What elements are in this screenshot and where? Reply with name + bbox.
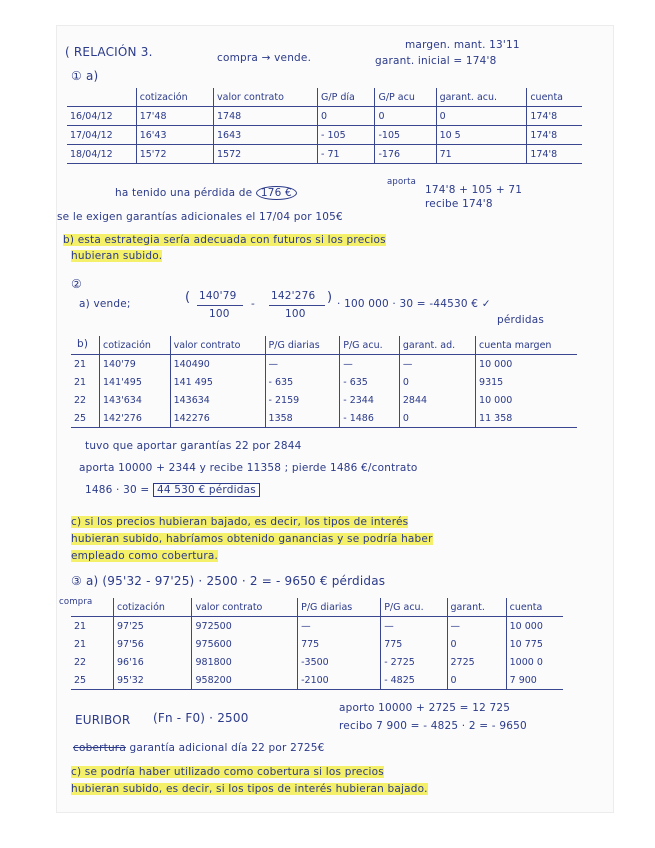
table-cell: 2725 <box>447 653 506 671</box>
table-cell: -2100 <box>298 671 381 690</box>
table-cell: - 635 <box>265 373 340 391</box>
table-cell: 174'8 <box>527 145 582 164</box>
table-cell: - 1486 <box>340 409 400 428</box>
frac2-bar <box>269 305 325 306</box>
table-cell: 2844 <box>399 391 475 409</box>
s3-garantia: garantía adicional día 22 por 2725€ <box>129 742 325 754</box>
struck-word: cobertura <box>73 742 126 754</box>
s1-sum: 174'8 + 105 + 71 <box>425 184 523 196</box>
table-cell: 775 <box>381 635 447 653</box>
table-cell <box>67 88 136 107</box>
s1-table <box>67 88 582 164</box>
table-cell: 16/04/12 <box>67 107 136 126</box>
table-cell: 7 900 <box>506 671 563 690</box>
highlight: hubieran subido. <box>71 250 163 262</box>
table-cell: cuenta <box>527 88 582 107</box>
table-cell: 0 <box>399 409 475 428</box>
table-cell: 1358 <box>265 409 340 428</box>
table-cell: 0 <box>447 671 506 690</box>
table-cell: 0 <box>318 107 375 126</box>
table-cell: 143'634 <box>100 391 171 409</box>
table-cell: 975600 <box>192 635 298 653</box>
table-cell: 958200 <box>192 671 298 690</box>
table-cell: 25 <box>71 409 100 428</box>
table-cell: — <box>447 617 506 636</box>
table-cell: — <box>381 617 447 636</box>
frac2-den: 100 <box>285 308 306 320</box>
table-cell: cotización <box>136 88 213 107</box>
s3-label: ③ a) (95'32 - 97'25) · 2500 · 2 = - 9650 € pérdidas <box>71 574 386 588</box>
table-cell: 0 <box>436 107 527 126</box>
s1-recibe: recibe 174'8 <box>425 198 493 210</box>
table-cell: P/G diarias <box>298 598 381 617</box>
table-cell: 140490 <box>170 355 265 374</box>
table-cell: cotización <box>114 598 192 617</box>
table-cell: — <box>399 355 475 374</box>
header-compra: compra → vende. <box>217 52 312 64</box>
table-cell: - 635 <box>340 373 400 391</box>
table-cell: 10 000 <box>476 355 577 374</box>
frac1-num: 140'79 <box>199 290 237 302</box>
table-cell: 1643 <box>214 126 318 145</box>
table-cell: 142'276 <box>100 409 171 428</box>
table-cell: 174'8 <box>527 126 582 145</box>
table-cell: - 71 <box>318 145 375 164</box>
table-cell: 141 495 <box>170 373 265 391</box>
s3-compra: compra <box>59 597 93 607</box>
s1-aporta: aporta <box>387 177 417 187</box>
s3-garantia-line <box>73 742 325 754</box>
s2-b-label: b) <box>77 338 89 350</box>
s1-b-line2 <box>71 250 162 262</box>
highlight: b) esta estrategia sería adecuada con futuros si los precios <box>63 234 386 246</box>
table-cell: 0 <box>375 107 436 126</box>
table-header-row <box>67 88 582 107</box>
s1-loss-text: ha tenido una pérdida de <box>115 187 253 199</box>
table-cell: 15'72 <box>136 145 213 164</box>
s1-line2: se le exigen garantías adicionales el 17/04 por 105€ <box>57 211 343 223</box>
table-cell: 775 <box>298 635 381 653</box>
table-cell: G/P día <box>318 88 375 107</box>
table-cell: 22 <box>74 394 87 406</box>
s1-b-line1 <box>63 234 386 246</box>
table-cell: 1748 <box>214 107 318 126</box>
table-row <box>71 671 563 690</box>
table-cell: — <box>265 355 340 374</box>
frac1-den: 100 <box>209 308 230 320</box>
table-cell: 21 <box>74 358 87 370</box>
table-cell: valor contrato <box>192 598 298 617</box>
table-cell <box>71 336 100 355</box>
table-cell: 21 <box>74 620 87 632</box>
table-cell: 97'25 <box>114 617 192 636</box>
table-cell: - 105 <box>318 126 375 145</box>
table-cell: — <box>340 355 400 374</box>
table-cell <box>71 598 114 617</box>
table-cell: 21 <box>74 638 87 650</box>
table-row <box>67 145 582 164</box>
table-cell: P/G acu. <box>340 336 400 355</box>
header-garantia: garant. inicial = 174'8 <box>375 55 497 67</box>
frac1-bar <box>197 305 243 306</box>
s2-c1 <box>71 516 408 528</box>
s3-aporto: aporto 10000 + 2725 = 12 725 <box>339 702 511 714</box>
s2-mult: · 100 000 · 30 = -44530 € ✓ <box>337 298 491 310</box>
table-cell: -176 <box>375 145 436 164</box>
open-paren: ( <box>185 290 191 305</box>
s3-euribor: EURIBOR <box>75 713 131 727</box>
s2-a-label: a) vende; <box>79 298 131 310</box>
s2-t2: aporta 10000 + 2344 y recibe 11358 ; pierde 1486 €/contrato <box>79 462 418 474</box>
highlight: c) si los precios hubieran bajado, es decir, los tipos de interés <box>71 516 409 528</box>
s2-t1: tuvo que aportar garantías 22 por 2844 <box>85 440 302 452</box>
table-cell: 1000 0 <box>506 653 563 671</box>
table-cell: - 4825 <box>381 671 447 690</box>
table-cell: 22 <box>74 656 87 668</box>
table-cell: 141'495 <box>100 373 171 391</box>
table-cell: 21 <box>74 376 87 388</box>
s1-line1 <box>115 186 297 200</box>
highlight: hubieran subido, es decir, si los tipos de interés hubieran bajado. <box>71 783 428 795</box>
table-cell: cuenta margen <box>476 336 577 355</box>
table-cell: 71 <box>436 145 527 164</box>
table-cell: 17/04/12 <box>67 126 136 145</box>
table-cell: 96'16 <box>114 653 192 671</box>
table-cell: 1572 <box>214 145 318 164</box>
table-cell: 143634 <box>170 391 265 409</box>
s2-c3 <box>71 550 218 562</box>
table-header-row <box>71 598 563 617</box>
table-cell: 97'56 <box>114 635 192 653</box>
highlight: hubieran subido, habríamos obtenido ganancias y se podría haber <box>71 533 433 545</box>
table-row <box>71 635 563 653</box>
table-cell: - 2725 <box>381 653 447 671</box>
s2-t3-text: 1486 · 30 = <box>85 484 150 496</box>
table-cell: 17'48 <box>136 107 213 126</box>
s1-loss-circle: 176 € <box>256 186 297 200</box>
s2-t3 <box>85 484 260 496</box>
s1-label: ① a) <box>71 69 99 83</box>
table-cell: -3500 <box>298 653 381 671</box>
table-row <box>71 373 577 391</box>
table-cell: 174'8 <box>527 107 582 126</box>
table-cell: 0 <box>447 635 506 653</box>
table-cell: 16'43 <box>136 126 213 145</box>
table-cell: - 2344 <box>340 391 400 409</box>
table-cell: 95'32 <box>114 671 192 690</box>
table-cell: 11 358 <box>476 409 577 428</box>
table-cell: 10 000 <box>506 617 563 636</box>
table-cell: P/G acu. <box>381 598 447 617</box>
table-cell: 0 <box>399 373 475 391</box>
table-row <box>67 107 582 126</box>
s3-c1 <box>71 766 384 778</box>
s3-c2 <box>71 783 428 795</box>
s3-table <box>71 598 563 690</box>
s2-label: ② <box>71 277 82 291</box>
table-cell: - 2159 <box>265 391 340 409</box>
highlight: c) se podría haber utilizado como cobertura si los precios <box>71 766 384 778</box>
relacion-title: ( RELACIÓN 3. <box>65 45 153 59</box>
table-cell: — <box>298 617 381 636</box>
table-row <box>71 391 577 409</box>
s2-perdidas: pérdidas <box>497 314 545 326</box>
s2-c2 <box>71 533 433 545</box>
table-cell: garant. <box>447 598 506 617</box>
table-row <box>71 409 577 428</box>
s2-result-box: 44 530 € pérdidas <box>153 483 260 497</box>
table-cell: 981800 <box>192 653 298 671</box>
s3-formula: (Fn - F0) · 2500 <box>153 711 249 725</box>
table-cell: 18/04/12 <box>67 145 136 164</box>
table-cell: garant. ad. <box>399 336 475 355</box>
highlight: empleado como cobertura. <box>71 550 219 562</box>
frac-minus: - <box>251 298 255 310</box>
table-cell: 25 <box>71 671 114 690</box>
table-cell: valor contrato <box>214 88 318 107</box>
s3-recibo: recibo 7 900 = - 4825 · 2 = - 9650 <box>339 720 527 732</box>
table-cell: 10 000 <box>476 391 577 409</box>
table-cell: -105 <box>375 126 436 145</box>
table-cell: 140'79 <box>100 355 171 374</box>
frac2-num: 142'276 <box>271 290 316 302</box>
table-cell: garant. acu. <box>436 88 527 107</box>
table-cell: valor contrato <box>170 336 265 355</box>
s2-table <box>71 336 577 428</box>
notebook-page <box>57 26 613 812</box>
header-margen: margen. mant. 13'11 <box>405 39 520 51</box>
table-cell: P/G diarias <box>265 336 340 355</box>
table-cell: 142276 <box>170 409 265 428</box>
table-cell: 10 5 <box>436 126 527 145</box>
table-row <box>71 355 577 374</box>
table-cell: 10 775 <box>506 635 563 653</box>
table-row <box>67 126 582 145</box>
table-header-row <box>71 336 577 355</box>
close-paren: ) <box>327 290 333 305</box>
table-row <box>71 617 563 636</box>
table-cell: cuenta <box>506 598 563 617</box>
table-row <box>71 653 563 671</box>
table-cell: cotización <box>100 336 171 355</box>
table-cell: G/P acu <box>375 88 436 107</box>
table-cell: 972500 <box>192 617 298 636</box>
table-cell: 9315 <box>476 373 577 391</box>
